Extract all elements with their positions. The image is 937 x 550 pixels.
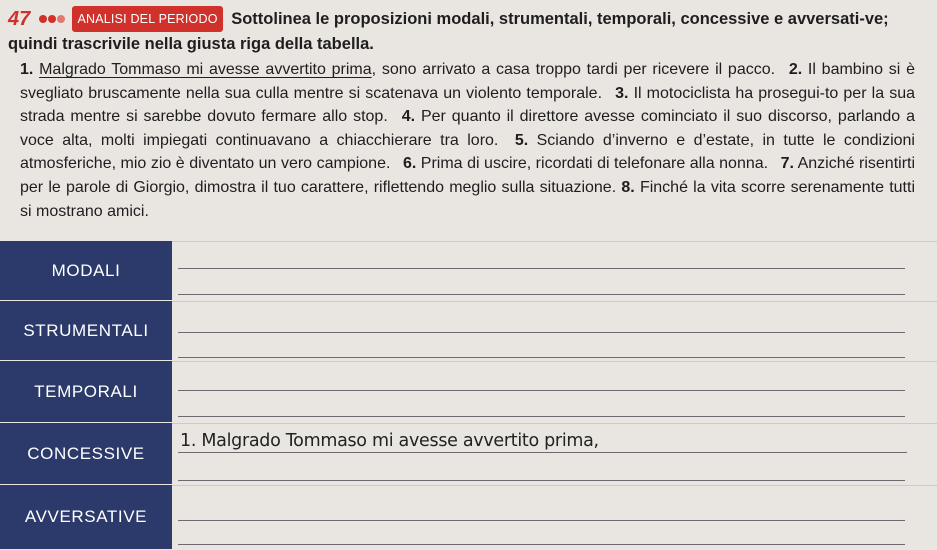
answer-area[interactable] bbox=[172, 361, 937, 423]
sentence-text: Anziché risentirti per le parole di Giorgio, dimostra il tuo carattere, riflettendo meglio sulla situazione. bbox=[20, 155, 916, 196]
writing-line[interactable] bbox=[178, 416, 905, 417]
exercise-number: 47 bbox=[8, 8, 31, 30]
row-label: MODALI bbox=[0, 241, 172, 301]
sentence-text: Il bambino si è svegliato bruscamente nella sua culla mentre si scatenava un violento temporale. bbox=[20, 61, 915, 102]
table-row bbox=[0, 241, 937, 301]
table-row bbox=[0, 361, 937, 423]
sentence-text: Il motociclista ha prosegui-to per la sua strada mentre si sarebbe dovuto fermare allo stop. bbox=[20, 84, 915, 126]
sentence-text: Finché la vita scorre serenamente tutti si mostrano amici. bbox=[20, 178, 915, 220]
row-label: TEMPORALI bbox=[0, 361, 172, 423]
sentence-underlined-clause: Malgrado Tommaso mi avesse avvertito prima bbox=[39, 61, 372, 78]
sentence-text: Sciando d’inverno e d’estate, in tutte le condizioni atmosferiche, mio zio è diventato un vero campione. bbox=[20, 131, 915, 173]
writing-line[interactable] bbox=[178, 268, 905, 269]
classification-table bbox=[0, 241, 937, 550]
row-label: STRUMENTALI bbox=[0, 301, 172, 361]
writing-line[interactable] bbox=[178, 332, 905, 333]
exercise-header bbox=[8, 6, 923, 56]
answer-area[interactable] bbox=[172, 241, 937, 301]
exercise-instruction: Sottolinea le proposizioni modali, strumentali, temporali, concessive e avversati-ve; quindi trascrivile nella giusta riga della tabella. bbox=[8, 10, 889, 53]
answer-area[interactable] bbox=[172, 485, 937, 550]
answer-area[interactable] bbox=[172, 423, 937, 485]
writing-line[interactable] bbox=[178, 357, 905, 358]
answer-area[interactable] bbox=[172, 301, 937, 361]
writing-line[interactable] bbox=[178, 390, 905, 391]
row-label: AVVERSATIVE bbox=[0, 485, 172, 550]
difficulty-dots-icon bbox=[39, 6, 66, 30]
section-badge: ANALISI DEL PERIODO bbox=[72, 6, 222, 32]
sentence-text: Prima di uscire, ricordati di telefonare alla nonna. bbox=[420, 155, 769, 173]
sentence-number: 7. bbox=[780, 155, 794, 173]
writing-line[interactable] bbox=[178, 520, 905, 521]
sentence-number: 6. bbox=[402, 155, 417, 173]
sentence-number: 4. bbox=[401, 108, 416, 126]
table-row bbox=[0, 423, 937, 485]
row-label: CONCESSIVE bbox=[0, 423, 172, 485]
sentence-number: 8. bbox=[621, 178, 635, 196]
exercise-sentences bbox=[20, 58, 915, 223]
sentence-number: 1. bbox=[20, 61, 34, 78]
writing-line[interactable] bbox=[178, 544, 905, 545]
writing-line[interactable] bbox=[178, 294, 905, 295]
sentence-text: Per quanto il direttore avesse cominciato il suo discorso, parlando a voce alta, molti impiegati continuavano a chiacchierare tra loro. bbox=[20, 108, 915, 149]
sentence-text: , sono arrivato a casa troppo tardi per ricevere il pacco. bbox=[371, 61, 776, 78]
writing-line[interactable] bbox=[178, 480, 905, 481]
filled-answer-line[interactable]: 1. Malgrado Tommaso mi avesse avvertito prima, bbox=[178, 430, 907, 453]
sentence-number: 3. bbox=[615, 84, 629, 102]
table-row bbox=[0, 485, 937, 550]
table-row bbox=[0, 301, 937, 361]
sentence-number: 2. bbox=[788, 61, 803, 78]
sentence-number: 5. bbox=[514, 131, 529, 149]
